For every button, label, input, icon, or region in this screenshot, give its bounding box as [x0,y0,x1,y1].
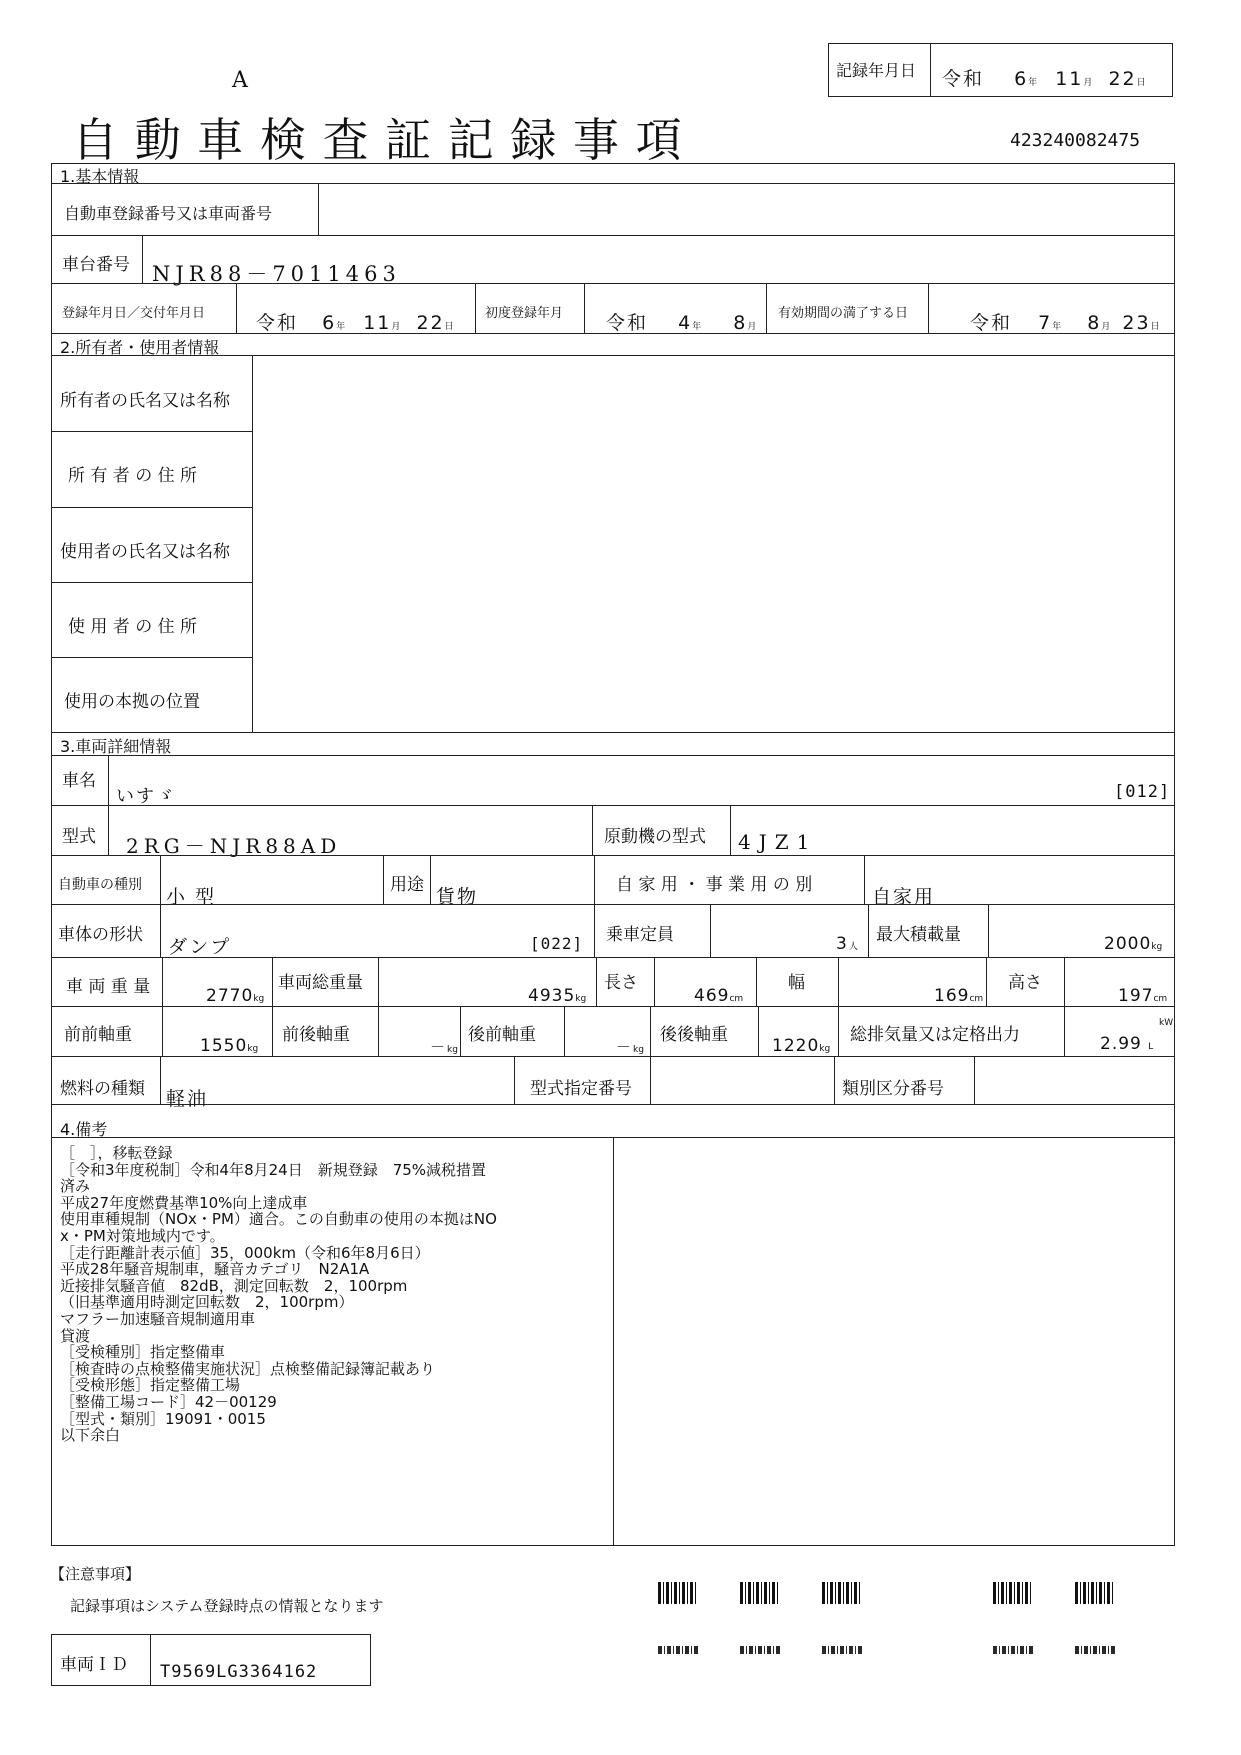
rear-rear-axle-value: 1220kg [772,1036,831,1056]
fuel-value: 軽油 [166,1088,209,1110]
issue-date-label: 登録年月日／交付年月日 [62,306,206,321]
remarks-line: 貸渡 [60,1326,91,1345]
remarks-line: ［受検形態］指定整備工場 [60,1376,241,1395]
barcode-image [740,1646,780,1654]
expiry-label: 有効期間の満了する日 [778,306,909,321]
vehicle-weight-label: 車 両 重 量 [66,977,151,997]
section-basic-title: 1.基本情報 [60,167,140,186]
remarks-line: ［走行距離計表示値］35，000km（令和6年8月6日） [60,1243,430,1262]
notes-text: 記録事項はシステム登録時点の情報となります [70,1597,384,1615]
rear-front-axle-label: 後前軸重 [468,1025,536,1045]
remarks-line: 以下余白 [60,1426,121,1445]
chassis-number: NJR88－7011463 [152,262,401,286]
private-commercial-label: 自 家 用 ・ 事 業 用 の 別 [616,875,813,895]
barcode-image [993,1646,1033,1654]
reg-number-label: 自動車登録番号又は車両番号 [64,204,273,223]
engine-value: 4JZ1 [738,830,818,854]
remarks-line: 平成28年騒音規制車，騒音カテゴリ N2A1A [60,1260,370,1279]
front-rear-axle-value: －kg [430,1038,458,1056]
barcode-image [1075,1582,1115,1604]
vehicle-name-label: 車名 [62,771,96,791]
capacity-value: 3人 [836,934,858,954]
barcode-image [658,1646,698,1654]
remarks-line: ［令和3年度税制］令和4年8月24日 新規登録 75%減税措置 [60,1160,487,1179]
barcode-image [1075,1646,1115,1654]
gross-weight-label: 車両総重量 [278,973,363,993]
use-value: 貨物 [436,886,479,908]
barcode-image [740,1582,780,1604]
remarks-line: 平成27年度燃費基準10%向上達成車 [60,1193,308,1212]
body-shape-code: [022] [530,934,584,953]
vehicle-weight-value: 2770kg [206,986,265,1006]
section-remarks-title: 4.備考 [60,1120,108,1139]
capacity-label: 乗車定員 [606,925,674,945]
issue-date: 令和 6年 11月 22日 [256,312,454,334]
remarks-line: 近接排気騒音値 82dB，測定回転数 2，100rpm [60,1276,408,1295]
private-commercial-value: 自家用 [872,886,936,908]
first-reg-label: 初度登録年月 [485,306,564,321]
barcode-image [822,1646,862,1654]
kind-label: 自動車の種別 [58,877,142,893]
front-front-axle-label: 前前軸重 [64,1025,132,1045]
owner-address-label: 所 有 者 の 住 所 [68,466,198,486]
displacement-unit-kw: kW [1159,1018,1174,1028]
width-label: 幅 [788,973,805,993]
page-title: 自 動 車 検 査 証 記 録 事 項 [72,113,683,167]
model-label: 型式 [62,827,96,847]
vehicle-id-label: 車両ＩＤ [60,1655,128,1675]
kind-value: 小 型 [166,886,217,908]
height-label: 高さ [1008,973,1042,993]
remarks-line: 済み [60,1177,91,1196]
rear-rear-axle-label: 後後軸重 [660,1025,728,1045]
max-load-label: 最大積載量 [876,925,961,945]
vehicle-name: いすゞ [116,786,176,807]
body-shape-label: 車体の形状 [58,925,143,945]
type-number-label: 型式指定番号 [530,1079,632,1099]
body-shape-value: ダンプ [168,936,232,958]
max-load-value: 2000kg [1104,934,1163,954]
gross-weight-value: 4935kg [528,986,587,1006]
model-value: 2RG－NJR88AD [126,834,342,858]
vehicle-id-value: T9569LG3364162 [160,1662,318,1682]
barcode-image [658,1582,698,1604]
notes-title: 【注意事項】 [50,1565,141,1583]
section-owner-title: 2.所有者・使用者情報 [60,338,220,357]
user-address-label: 使 用 者 の 住 所 [68,617,198,637]
front-front-axle-value: 1550kg [200,1036,259,1056]
length-value: 469cm [694,986,744,1006]
remarks-line: （旧基準適用時測定回転数 2，100rpm） [60,1293,354,1312]
form-mark: A [232,68,248,93]
rear-front-axle-value: －kg [616,1038,644,1056]
record-date: 令和 6年 11月 22日 [942,68,1146,90]
remarks-line: ［型式・類別］19091・0015 [60,1409,266,1428]
front-rear-axle-label: 前後軸重 [282,1025,350,1045]
fuel-label: 燃料の種類 [60,1079,145,1099]
class-number-label: 類別区分番号 [842,1079,944,1099]
barcode-image [993,1582,1033,1604]
width-value: 169cm [934,986,984,1006]
height-value: 197cm [1118,986,1168,1006]
remarks-line: ［整備工場コード］42－00129 [60,1392,277,1411]
vehicle-name-code: [012] [1114,782,1171,802]
first-reg-date: 令和 4年 8月 [606,312,757,334]
remarks-line: ［ ］，移転登録 [60,1144,173,1162]
remarks-line: x・PM対策地域内です。 [60,1226,225,1245]
barcode-image [822,1582,862,1604]
use-label: 用途 [390,875,424,895]
record-date-label: 記録年月日 [836,61,917,80]
section-vehicle-title: 3.車両詳細情報 [60,737,172,756]
remarks-line: ［受検種別］指定整備車 [60,1343,226,1362]
engine-label: 原動機の型式 [604,827,706,847]
chassis-label: 車台番号 [62,255,130,275]
length-label: 長さ [604,973,638,993]
displacement-label: 総排気量又は定格出力 [850,1025,1020,1045]
displacement-value: 2.99 L [1100,1034,1154,1054]
remarks-line: 使用車種規制（NOx・PM）適合。この自動車の使用の本拠はNO [60,1210,497,1229]
base-location-label: 使用の本拠の位置 [64,692,200,712]
expiry-date: 令和 7年 8月 23日 [970,312,1160,334]
remarks-text [60,1145,620,1444]
user-name-label: 使用者の氏名又は名称 [60,542,230,562]
document-number: 423240082475 [1010,130,1141,151]
owner-name-label: 所有者の氏名又は名称 [60,391,230,411]
remarks-line: マフラー加速騒音規制適用車 [60,1309,256,1328]
remarks-line: ［検査時の点検整備実施状況］点検整備記録簿記載あり [60,1359,436,1378]
